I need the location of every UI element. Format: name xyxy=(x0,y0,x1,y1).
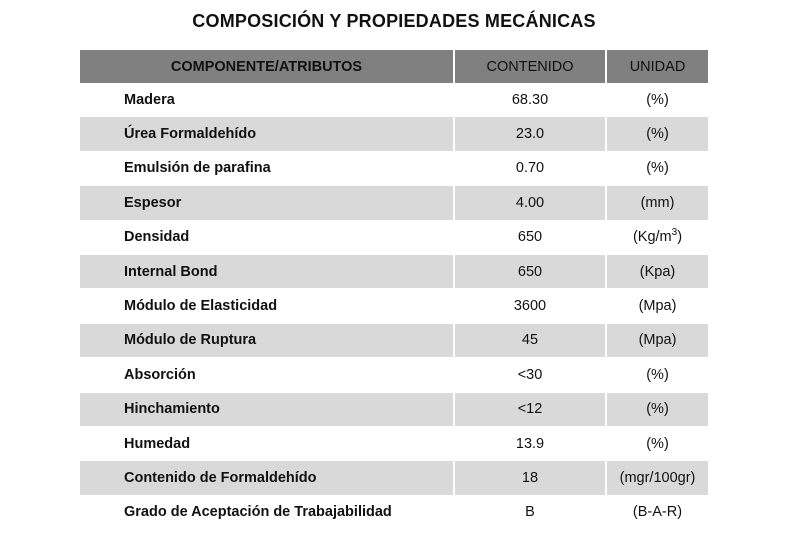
row-unit: (Mpa) xyxy=(607,324,708,358)
table-row xyxy=(80,255,708,289)
unit-close: ) xyxy=(677,229,683,246)
row-unit: (Kpa) xyxy=(607,255,708,289)
row-name: Internal Bond xyxy=(80,255,455,289)
row-name: Hinchamiento xyxy=(80,393,455,427)
header-content: CONTENIDO xyxy=(455,50,607,83)
row-value: <30 xyxy=(455,358,607,392)
header-row xyxy=(80,50,708,83)
row-value: 13.9 xyxy=(455,427,607,461)
table-row xyxy=(80,461,708,495)
header-unit: UNIDAD xyxy=(607,50,708,83)
unit-superscript: 3 xyxy=(671,227,678,239)
row-unit: (Mpa) xyxy=(607,289,708,323)
row-unit: (%) xyxy=(607,393,708,427)
header-component-attributes: COMPONENTE/ATRIBUTOS xyxy=(80,50,455,83)
row-name: Módulo de Elasticidad xyxy=(80,289,455,323)
row-value: 650 xyxy=(455,221,607,255)
row-value: 3600 xyxy=(455,289,607,323)
row-value: 4.00 xyxy=(455,186,607,220)
row-unit: (%) xyxy=(607,117,708,151)
row-value: B xyxy=(455,496,607,530)
row-unit: (%) xyxy=(607,83,708,117)
table-row xyxy=(80,324,708,358)
row-value: 0.70 xyxy=(455,152,607,186)
row-name: Espesor xyxy=(80,186,455,220)
table-row xyxy=(80,393,708,427)
row-unit xyxy=(607,221,708,255)
row-name: Grado de Aceptación de Trabajabilidad xyxy=(80,496,455,530)
table-row xyxy=(80,152,708,186)
row-unit: (B-A-R) xyxy=(607,496,708,530)
row-value: 18 xyxy=(455,461,607,495)
row-unit: (mgr/100gr) xyxy=(607,461,708,495)
table-row xyxy=(80,358,708,392)
row-name: Úrea Formaldehído xyxy=(80,117,455,151)
row-name: Emulsión de parafina xyxy=(80,152,455,186)
row-value: 45 xyxy=(455,324,607,358)
page-title: COMPOSICIÓN Y PROPIEDADES MECÁNICAS xyxy=(192,11,596,31)
row-unit: (%) xyxy=(607,152,708,186)
table-row xyxy=(80,221,708,255)
row-name: Absorción xyxy=(80,358,455,392)
row-value: 23.0 xyxy=(455,117,607,151)
unit-base: (Kg/m xyxy=(632,229,672,246)
table-body xyxy=(80,83,708,530)
row-name: Contenido de Formaldehído xyxy=(80,461,455,495)
table-row xyxy=(80,289,708,323)
properties-table xyxy=(80,50,708,530)
table-row xyxy=(80,496,708,530)
table-row xyxy=(80,83,708,117)
row-unit: (%) xyxy=(607,358,708,392)
row-name: Madera xyxy=(80,83,455,117)
table-row xyxy=(80,117,708,151)
row-value: <12 xyxy=(455,393,607,427)
table-header xyxy=(80,50,708,83)
table-row xyxy=(80,186,708,220)
row-name: Densidad xyxy=(80,221,455,255)
row-unit: (mm) xyxy=(607,186,708,220)
row-value: 650 xyxy=(455,255,607,289)
row-unit: (%) xyxy=(607,427,708,461)
row-value: 68.30 xyxy=(455,83,607,117)
row-name: Módulo de Ruptura xyxy=(80,324,455,358)
row-name: Humedad xyxy=(80,427,455,461)
table-row xyxy=(80,427,708,461)
